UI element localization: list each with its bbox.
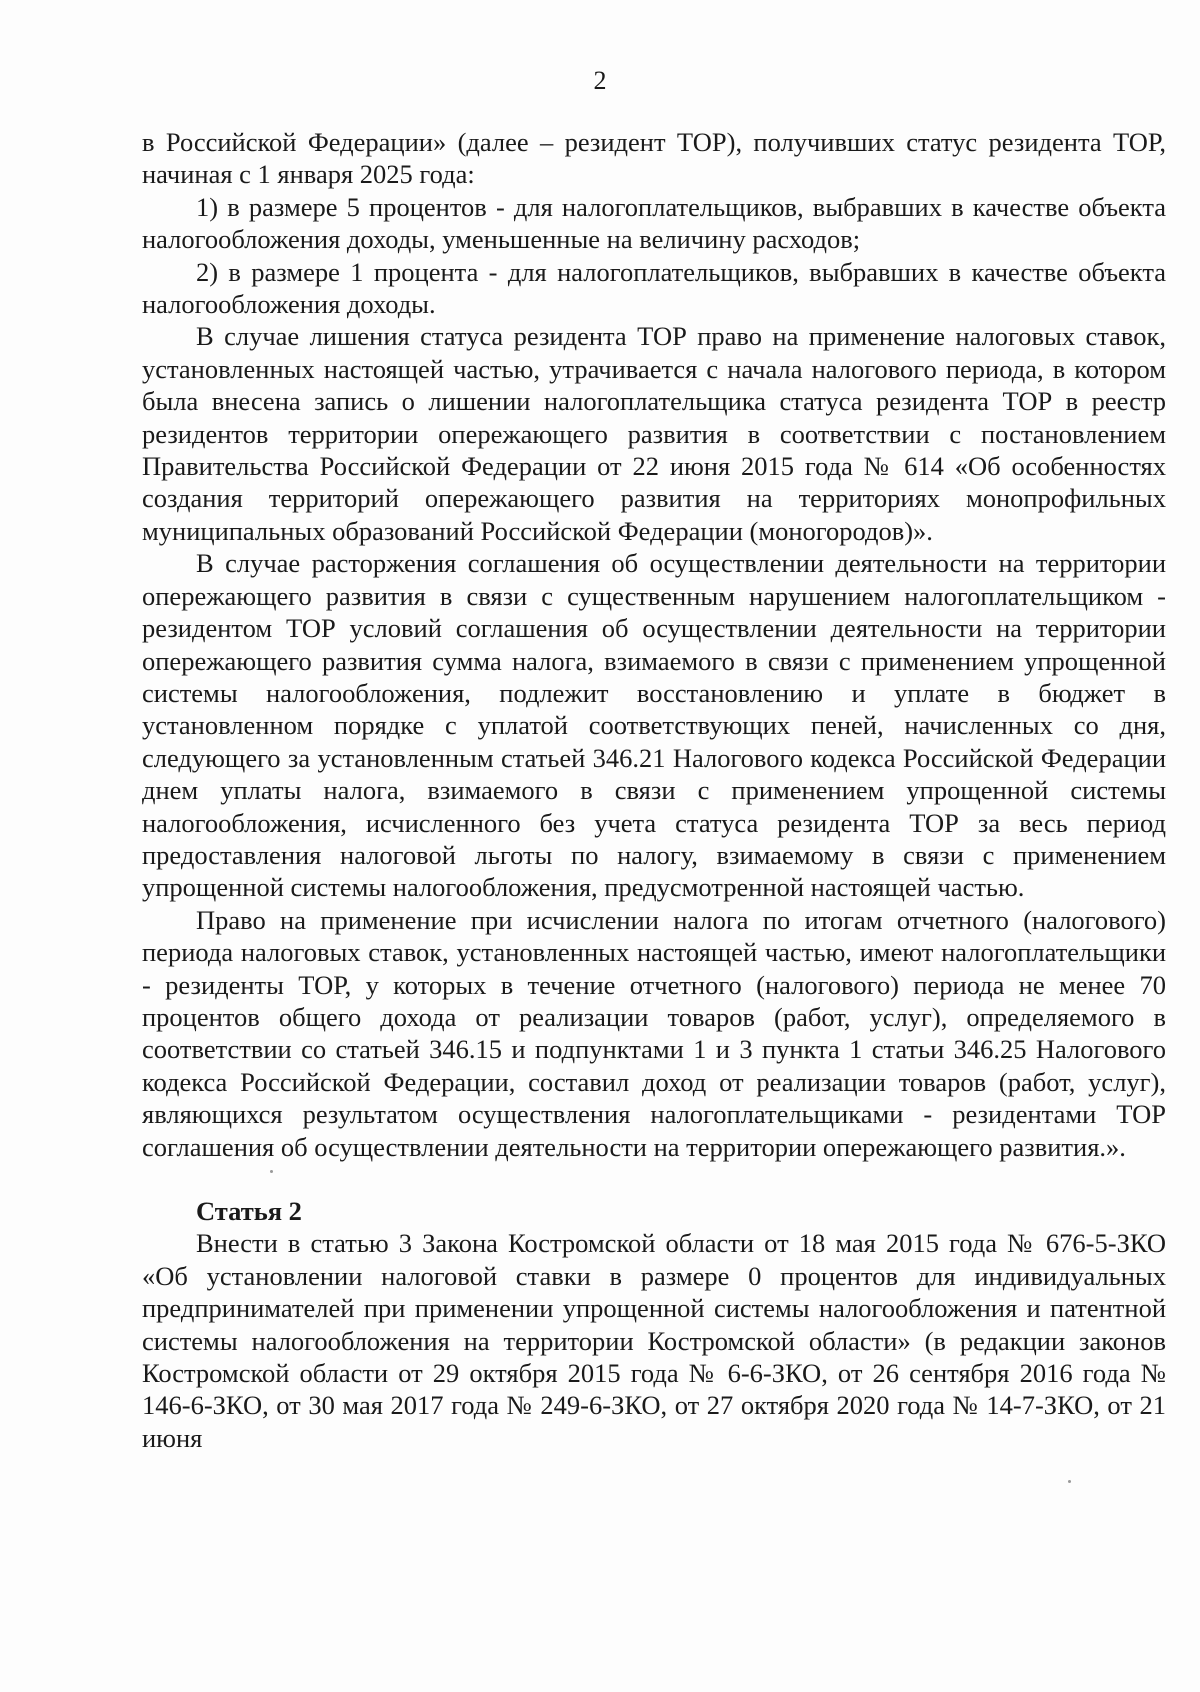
document-body xyxy=(142,126,1166,1454)
article-2-text: Внести в статью 3 Закона Костромской области от 18 мая 2015 года № 676-5-ЗКО «Об установлении налоговой ставки в размере 0 процентов для индивидуальных предпринимателей при применении упрощенной системы налогообложения и патентной системы налогообложения на территории Костромской области» (в редакции законов Костромской области от 29 октября 2015 года № 6-6-ЗКО, от 26 сентября 2016 года № 146-6-ЗКО, от 30 мая 2017 года № 249-6-ЗКО, от 27 октября 2020 года № 14-7-ЗКО, от 21 июня xyxy=(142,1228,1166,1453)
list-item-1: 1) в размере 5 процентов - для налогоплательщиков, выбравших в качестве объекта налогообложения доходы, уменьшенные на величину расходов; xyxy=(142,191,1166,255)
paragraph-continuation: в Российской Федерации» (далее – резидент ТОР), получивших статус резидента ТОР, начиная с 1 января 2025 года: xyxy=(142,127,1166,190)
article-heading: Статья 2 xyxy=(196,1196,302,1226)
paragraph-status-loss: В случае лишения статуса резидента ТОР право на применение налоговых ставок, установленных настоящей частью, утрачивается с начала налогового периода, в котором была внесена запись о лишении налогоплательщика статуса резидента ТОР в реестр резидентов территории опережающего развития в соответствии с постановлением Правительства Российской Федерации от 22 июня 2015 года № 614 «Об особенностях создания территорий опережающего развития на территориях монопрофильных муниципальных образований Российской Федерации (моногородов)». xyxy=(142,321,1166,546)
list-item-2: 2) в размере 1 процента - для налогоплательщиков, выбравших в качестве объекта налогообложения доходы. xyxy=(142,256,1166,320)
scan-artifact-dot xyxy=(1068,1480,1071,1483)
section-spacer xyxy=(142,1163,1166,1195)
scan-artifact-dot xyxy=(270,1170,273,1173)
page-number: 2 xyxy=(593,66,607,95)
paragraph-agreement-termination: В случае расторжения соглашения об осуществлении деятельности на территории опережающего развития в связи с существенным нарушением налогоплательщиком - резидентом ТОР условий соглашения об осуществлении деятельности на территории опережающего развития сумма налога, взимаемого в связи с применением упрощенной системы налогообложения, подлежит восстановлению и уплате в бюджет в установленном порядке с уплатой соответствующих пеней, начисленных со дня, следующего за установленным статьей 346.21 Налогового кодекса Российской Федерации днем уплаты налога, взимаемого в связи с применением упрощенной системы налогообложения, исчисленного без учета статуса резидента ТОР за весь период предоставления налоговой льготы по налогу, взимаемому в связи с применением упрощенной системы налогообложения, предусмотренной настоящей частью. xyxy=(142,548,1166,903)
paragraph-rate-eligibility: Право на применение при исчислении налога по итогам отчетного (налогового) периода налоговых ставок, установленных настоящей частью, имеют налогоплательщики - резиденты ТОР, у которых в течение отчетного (налогового) периода не менее 70 процентов общего дохода от реализации товаров (работ, услуг), определяемого в соответствии со статьей 346.15 и подпунктами 1 и 3 пункта 1 статьи 346.25 Налогового кодекса Российской Федерации, составил доход от реализации товаров (работ, услуг), являющихся результатом осуществления налогоплательщиками - резидентами ТОР соглашения об осуществлении деятельности на территории опережающего развития.». xyxy=(142,904,1166,1162)
